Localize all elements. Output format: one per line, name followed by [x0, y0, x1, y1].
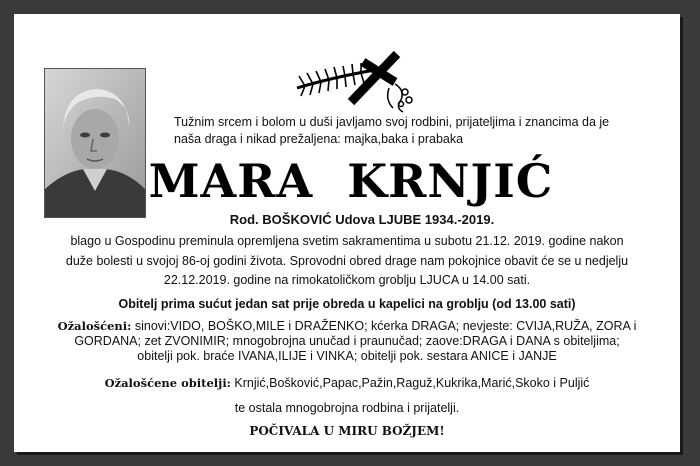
- mourners-line: sinovi:VIDO, BOŠKO,MILE i DRAŽENKO; kćerka DRAGA; nevjeste: CVIJA,RUŽA, ZORA i: [131, 319, 637, 333]
- intro-line: Tužnim srcem i bolom u duši javljamo svoj rodbini, prijateljima i znancima da je: [174, 115, 610, 129]
- families-label: Ožalošćene obitelji:: [104, 376, 231, 390]
- funeral-details: [32, 232, 662, 291]
- mourning-families: [14, 376, 680, 390]
- rest-in-peace: POČIVALA U MIRU BOŽJEM!: [249, 424, 445, 438]
- details-line: blago u Gospodinu preminula opremljena svetim sakramentima u subotu 21.12. 2019. godine nakon: [70, 234, 624, 248]
- intro-line: naša draga i nikad prežaljena: majka,baka i prabaka: [174, 132, 464, 146]
- details-line: duže bolesti u svojoj 86-oj godini života. Sprovodni obred drage nam pokojnice obavit će se u nedjelju: [65, 253, 629, 268]
- deceased-subtitle: Rod. BOŠKOVIĆ Udova LJUBE 1934.-2019.: [229, 212, 495, 227]
- obituary-card: [14, 14, 680, 452]
- cross-with-palm-icon: [277, 40, 427, 120]
- mourners-line: GORDANA; zet ZVONIMIR; mnogobrojna unučad i praunučad; zaove:DRAGA i DANA s obiteljima;: [74, 334, 620, 348]
- deceased-name: MARA KRNJIĆ: [148, 154, 554, 208]
- condolence-notice: Obitelj prima sućut jedan sat prije obreda u kapelici na groblju (od 13.00 sati): [118, 297, 576, 311]
- mourners-list: [32, 319, 662, 364]
- details-line: 22.12.2019. godine na rimokatoličkom groblju LJUCA u 14.00 sati.: [163, 273, 531, 287]
- families-list: Krnjić,Bošković,Papac,Pažin,Raguž,Kukrika,Marić,Skoko i Puljić: [230, 376, 590, 390]
- mourners-line: obitelji pok. braće IVANA,ILIJE i VINKA; obitelji pok. sestara ANICE i JANJE: [137, 349, 557, 363]
- mourners-label: Ožalošćeni:: [57, 319, 132, 333]
- announcement-intro: [174, 114, 644, 148]
- closing-line: te ostala mnogobrojna rodbina i prijatelji.: [234, 401, 460, 415]
